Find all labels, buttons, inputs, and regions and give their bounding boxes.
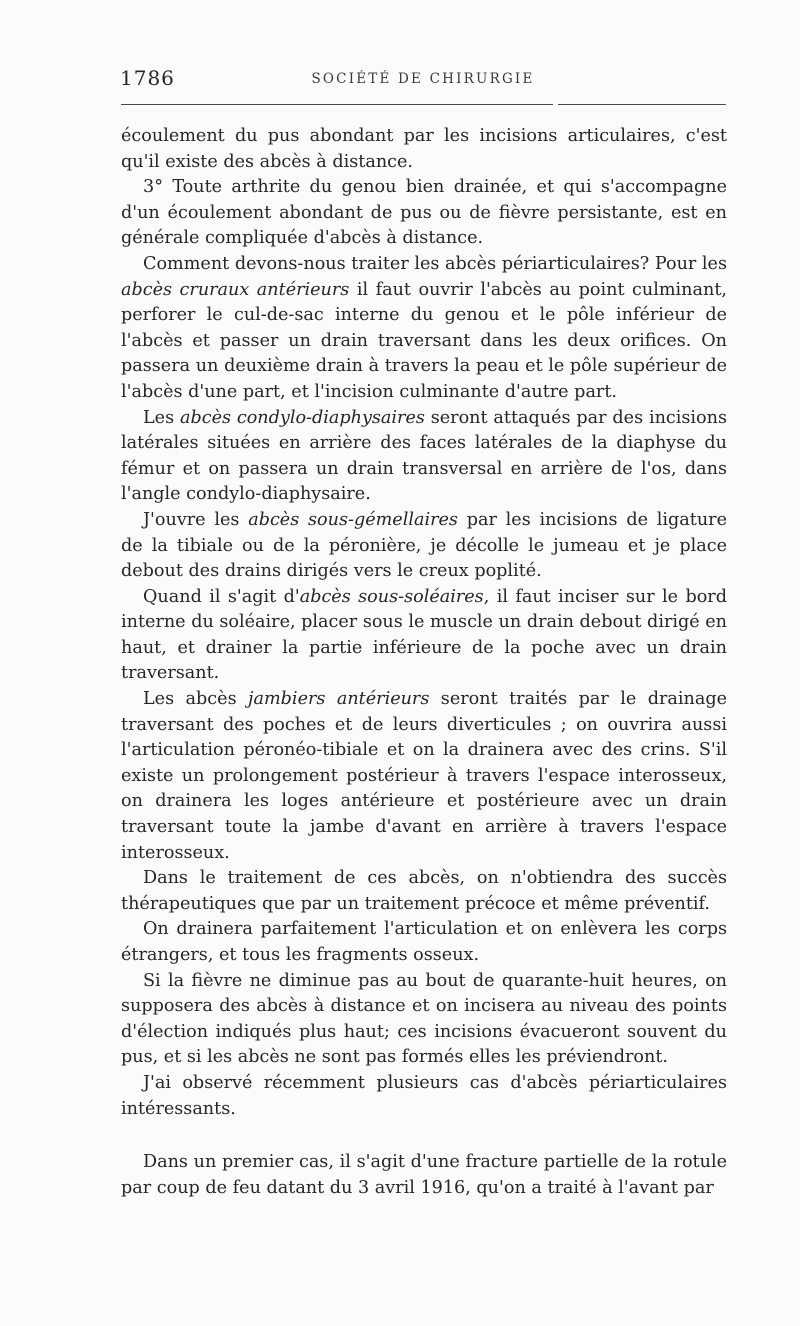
italic-term: abcès sous-gémellaires <box>248 509 458 530</box>
paragraph <box>121 585 727 687</box>
page-number: 1786 <box>120 66 175 90</box>
italic-term: abcès condylo-diaphysaires <box>179 407 425 428</box>
paragraph <box>121 175 727 252</box>
italic-term: abcès sous-soléaires <box>299 586 484 607</box>
text-segment: seront attaqués par des incisions latérales situées en arrière des faces latérales de la diaphyse du fémur et on passera un drain transversal en arrière de l'os, dans l'angle condylo-diaphysaire. <box>121 407 727 505</box>
text-segment: J'ai observé récemment plusieurs cas d'abcès périarticulaires intéressants. <box>121 1072 727 1119</box>
paragraph <box>121 866 727 917</box>
text-segment: On drainera parfaitement l'articulation et on enlèvera les corps étrangers, et tous les fragments osseux. <box>121 919 727 965</box>
italic-term: abcès cruraux antérieurs <box>121 279 350 300</box>
paragraph <box>121 917 727 968</box>
paragraph <box>121 252 727 406</box>
paragraph <box>121 1150 727 1201</box>
paragraph <box>121 969 727 1071</box>
text-segment: J'ouvre les <box>143 509 249 530</box>
paragraph <box>121 1071 727 1122</box>
body-text <box>121 124 727 1201</box>
text-segment: Si la fièvre ne diminue pas au bout de quarante-huit heures, on supposera des abcès à distance et on incisera au niveau des points d'élection indiqués plus haut; ces incisions évacueront souvent du pus, et si les abcès ne sont pas formés elles les préviendront. <box>121 970 727 1068</box>
text-segment: écoulement du pus abondant par les incisions articulaires, c'est qu'il existe des abcès à distance. <box>121 126 727 172</box>
text-segment: 3° Toute arthrite du genou bien drainée, et qui s'accompagne d'un écoulement abondant de pus ou de fièvre persistante, est en générale compliquée d'abcès à distance. <box>121 177 727 249</box>
text-segment: Les abcès <box>143 689 249 710</box>
text-segment: il faut ouvrir l'abcès au point culminant, perforer le cul-de-sac interne du genou et le pôle inférieur de l'abcès et passer un drain traversant dans les deux orifices. On passera un deuxième drain à travers la peau et le pôle supérieur de l'abcès d'une part, et l'incision culminante d'autre part. <box>121 279 727 402</box>
header-rule <box>121 104 553 105</box>
italic-term: jambiers antérieurs <box>248 689 430 710</box>
text-segment: Les <box>143 407 180 428</box>
text-segment: seront traités par le drainage traversant des poches et de leurs diverticules ; on ouvrira aussi l'articulation péronéo-tibiale et on la drainera avec des crins. S'il existe un prolongement postérieur à travers l'espace interosseux, on drainera les loges antérieure et postérieure avec un drain traversant toute la jambe d'avant en arrière à travers l'espace interosseux. <box>121 689 727 863</box>
paragraph <box>121 508 727 585</box>
text-segment: Dans un premier cas, il s'agit d'une fracture partielle de la rotule par coup de feu datant du 3 avril 1916, qu'on a traité à l'avant par <box>121 1152 727 1198</box>
text-segment: par les incisions de ligature de la tibiale ou de la péronière, je décolle le jumeau et je place debout des drains dirigés vers le creux poplité. <box>121 509 728 582</box>
text-segment: Dans le traitement de ces abcès, on n'obtiendra des succès thérapeutiques que par un traitement précoce et même préventif. <box>121 868 727 914</box>
running-title: SOCIÉTÉ DE CHIRURGIE <box>311 71 535 87</box>
page-header <box>120 66 726 96</box>
text-segment: , il faut inciser sur le bord interne du soléaire, placer sous le muscle un drain debout dirigé en haut, et drainer la partie inférieure de la poche avec un drain traversant. <box>121 586 727 684</box>
text-segment: Comment devons-nous traiter les abcès périarticulaires? Pour les <box>143 253 727 274</box>
paragraph <box>121 687 727 866</box>
paragraph <box>121 406 727 508</box>
text-segment: Quand il s'agit d' <box>143 586 300 607</box>
paragraph <box>121 124 727 175</box>
header-rule-right <box>558 104 726 105</box>
